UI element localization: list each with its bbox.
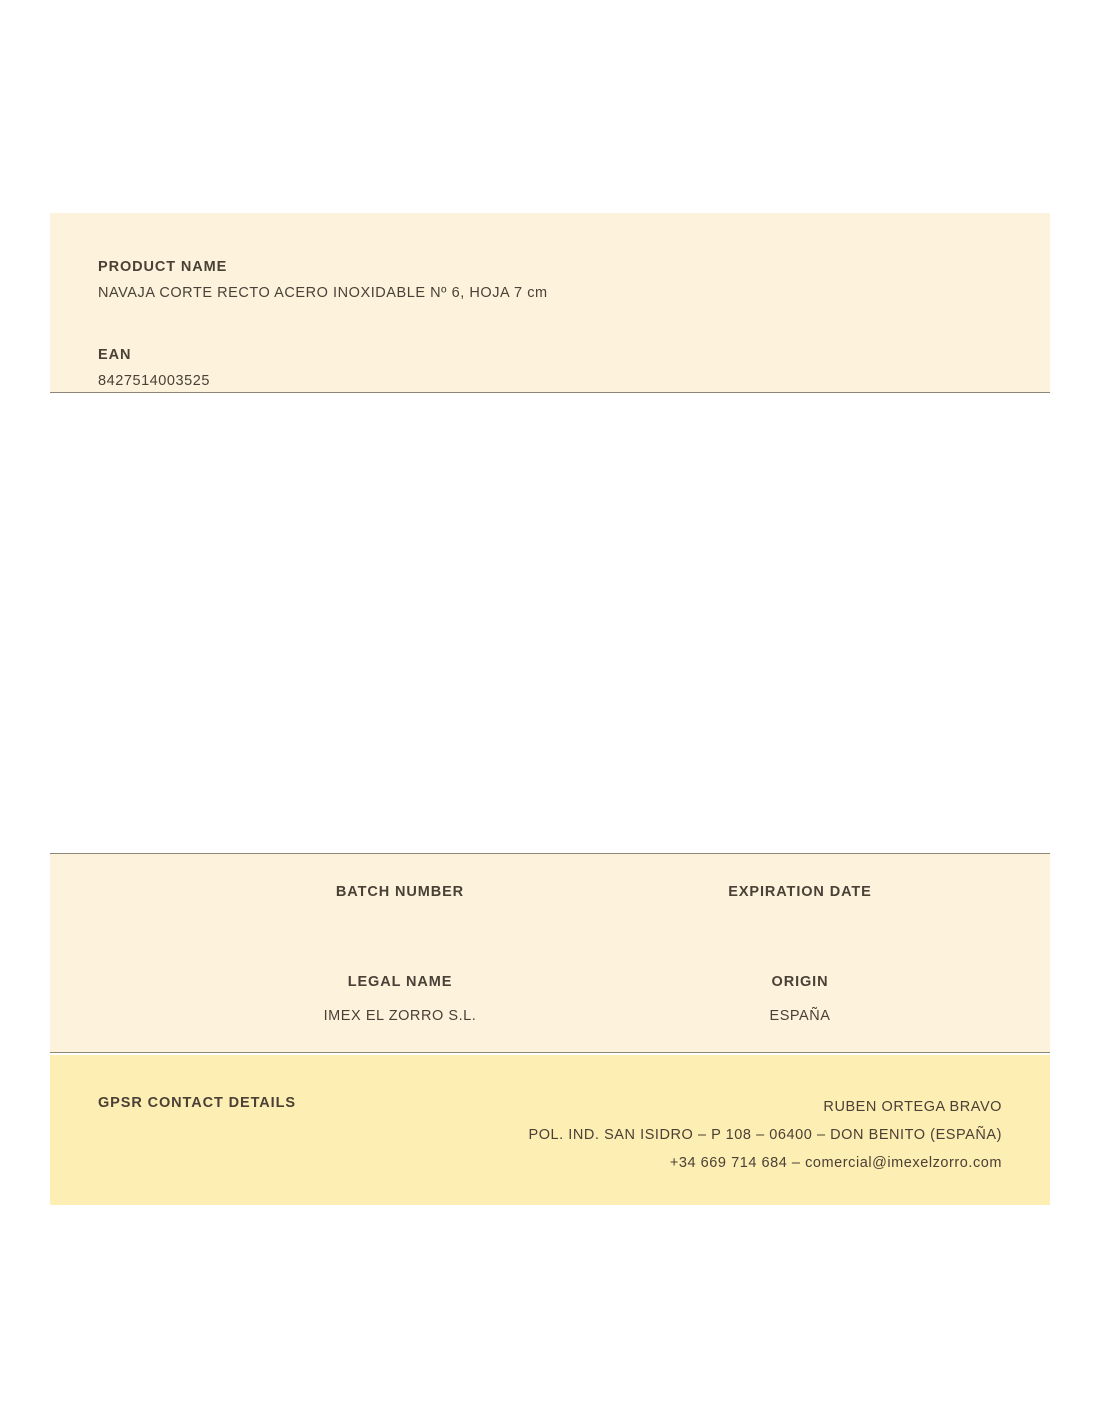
- legal-name-cell: [200, 974, 600, 1026]
- batch-number-label: BATCH NUMBER: [335, 884, 465, 900]
- origin-value: ESPAÑA: [769, 1008, 831, 1024]
- gpsr-contact-section: [50, 1055, 1050, 1205]
- product-name-label: PRODUCT NAME: [98, 259, 228, 275]
- origin-label: ORIGIN: [771, 974, 829, 990]
- expiration-date-value: [600, 918, 1000, 936]
- expiration-date-label: EXPIRATION DATE: [728, 884, 872, 900]
- ean-value: 8427514003525: [98, 373, 210, 389]
- gpsr-contact-title: GPSR CONTACT DETAILS: [98, 1095, 296, 1111]
- details-grid: [50, 854, 1050, 1052]
- gpsr-contact-address: POL. IND. SAN ISIDRO – P 108 – 06400 – DON BENITO (ESPAÑA): [528, 1127, 1002, 1143]
- batch-number-value: [200, 918, 600, 936]
- ean-label: EAN: [98, 347, 132, 363]
- gpsr-contact-name: RUBEN ORTEGA BRAVO: [823, 1099, 1002, 1115]
- batch-number-cell: [200, 884, 600, 936]
- expiration-date-cell: [600, 884, 1000, 936]
- product-details-section: [50, 853, 1050, 1053]
- origin-cell: [600, 974, 1000, 1026]
- gpsr-contact-phone-email: +34 669 714 684 – comercial@imexelzorro.com: [669, 1155, 1002, 1171]
- gpsr-contact-lines: [528, 1093, 1002, 1177]
- image-placeholder-area: [50, 393, 1050, 853]
- product-name-value: NAVAJA CORTE RECTO ACERO INOXIDABLE Nº 6, HOJA 7 cm: [98, 285, 548, 301]
- product-info-section: [50, 213, 1050, 393]
- legal-name-label: LEGAL NAME: [347, 974, 453, 990]
- legal-name-value: IMEX EL ZORRO S.L.: [323, 1008, 477, 1024]
